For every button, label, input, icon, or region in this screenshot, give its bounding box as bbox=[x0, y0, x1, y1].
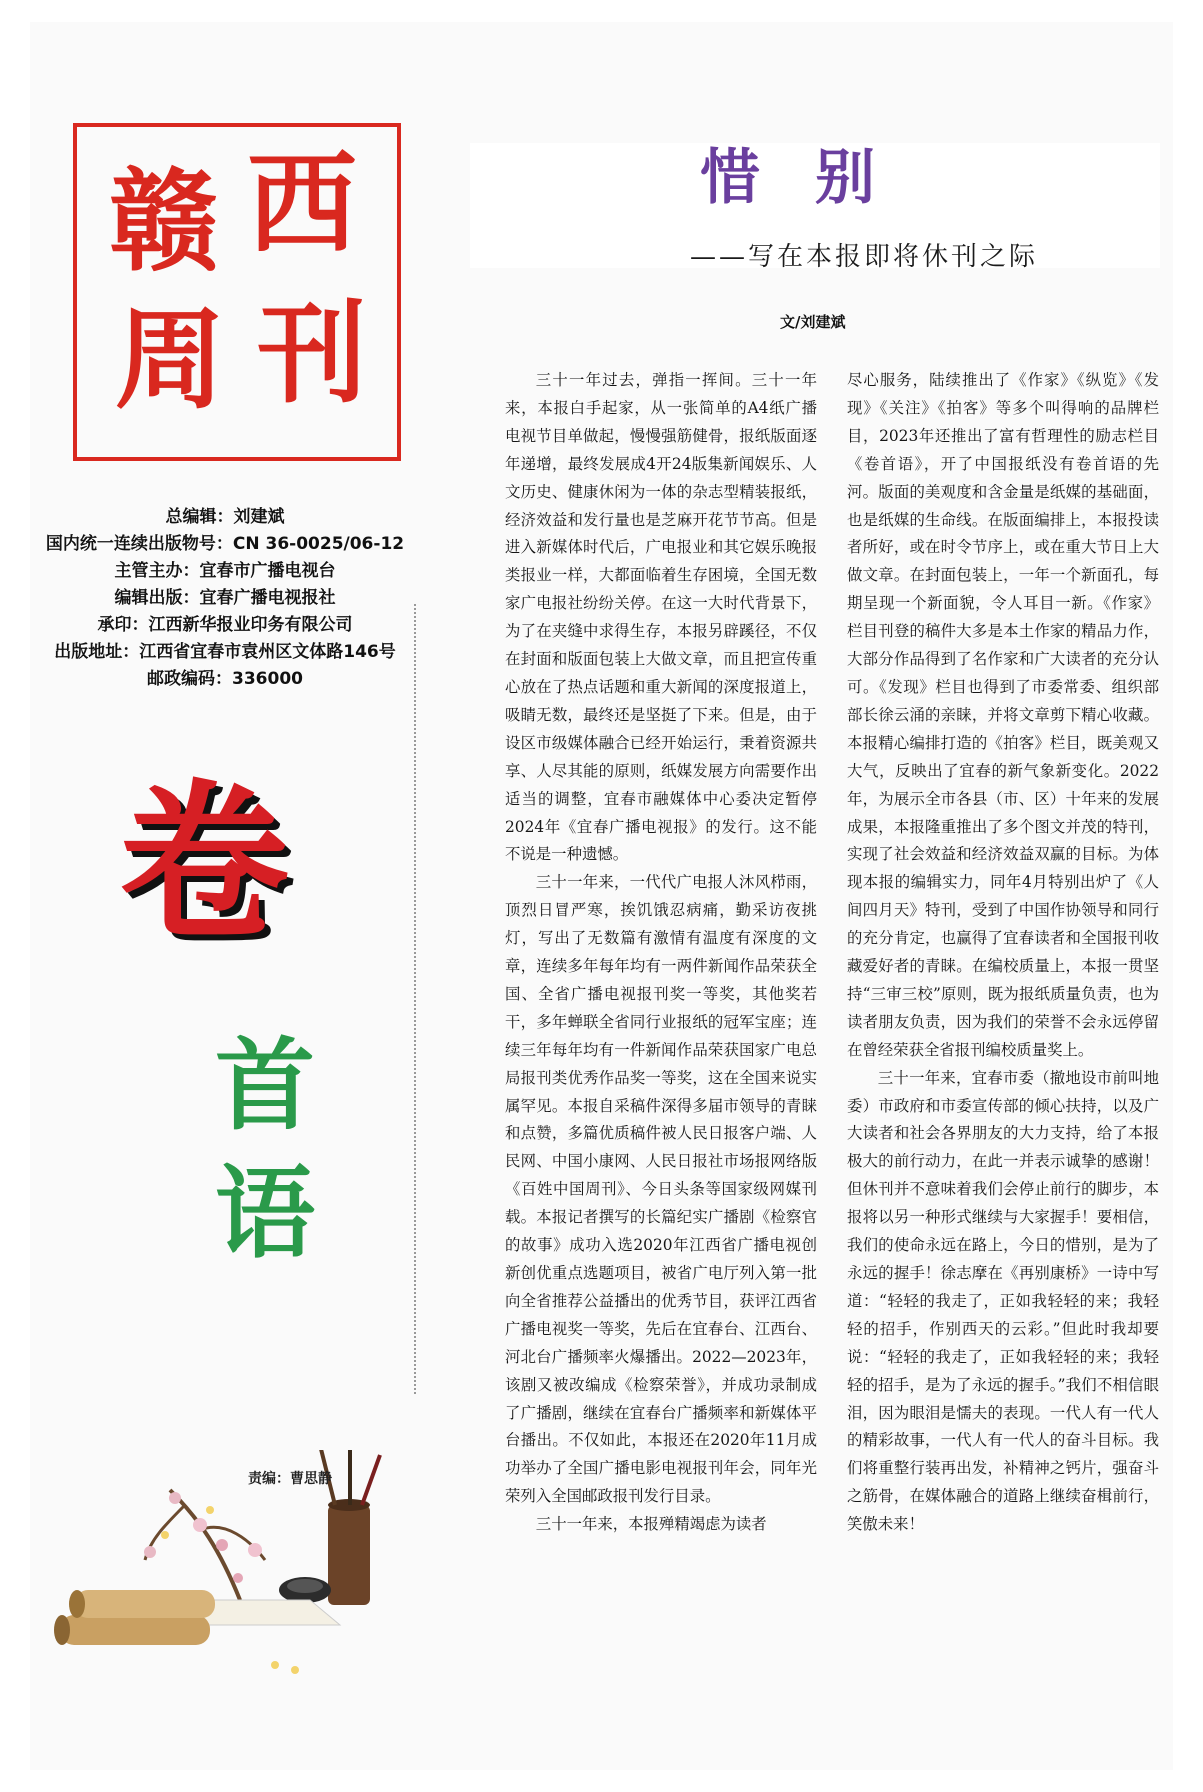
paragraph: 三十一年过去，弹指一挥间。三十一年来，本报白手起家，从一张简单的A4纸广播电视节目单做起，慢慢强筋健骨，报纸版面逐年递增，最终发展成4开24版集新闻娱乐、人文历史、健康休闲为一体的杂志型精装报纸，经济效益和发行量也是芝麻开花节节高。但是进入新媒体时代后，广电报业和其它娱乐晚报类报业一样，大都面临着生存困境，全国无数家广电报社纷纷关停。在这一大时代背景下，为了在夹缝中求得生存，本报另辟蹊径，不仅在封面和版面包装上大做文章，而且把宣传重心放在了热点话题和重大新闻的深度报道上，吸睛无数，最终还是坚挺了下来。但是，由于设区市级媒体融合已经开始运行，秉着资源共享、人尽其能的原则，纸媒发展方向需要作出适当的调整，宜春市融媒体中心委决定暂停2024年《宜春广播电视报》的发行。这不能不说是一种遗憾。 bbox=[505, 371, 817, 864]
credit-postcode: 邮政编码：336000 bbox=[147, 669, 303, 689]
column-name-shou: 首 bbox=[215, 1026, 315, 1144]
column-name-yu: 语 bbox=[215, 1154, 315, 1272]
scroll-and-brush-illustration bbox=[50, 1450, 430, 1680]
credit-sponsor: 主管主办：宜春市广播电视台 bbox=[114, 561, 336, 581]
paragraph: 尽心服务，陆续推出了《作家》《纵览》《发现》《关注》《拍客》等多个叫得响的品牌栏目，2023年还推出了富有哲理性的励志栏目《卷首语》，开了中国报纸没有卷首语的先河。版面的美观度和含金量是纸媒的基础面，也是纸媒的生命线。在版面编排上，本报投读者所好，或在时令节序上，或在重大节日上大做文章。在封面包装上，一年一个新面孔，每期呈现一个新面貌，令人耳目一新。《作家》栏目刊登的稿件大多是本土作家的精品力作，大部分作品得到了名作家和广大读者的充分认可。《发现》栏目也得到了市委常委、组织部部长徐云涌的亲睐，并将文章剪下精心收藏。本报精心编排打造的《拍客》栏目，既美观又大气，反映出了宜春的新气象新变化。2022年，为展示全市各县（市、区）十年来的发展成果，本报隆重推出了多个图文并茂的特刊，实现了社会效益和经济效益双赢的目标。为体现本报的编辑实力，同年4月特别出炉了《人间四月天》特刊，受到了中国作协领导和同行的充分肯定，也赢得了宜春读者和全国报刊收藏爱好者的青睐。在编校质量上，本报一贯坚持“三审三校”原则，既为报纸质量负责，也为读者朋友负责，因为我们的荣誉不会永远停留在曾经荣获全省报刊编校质量奖上。 bbox=[847, 371, 1159, 1059]
masthead-char-xi: 西 bbox=[247, 139, 357, 268]
masthead-char-gan: 赣 bbox=[109, 157, 219, 286]
credit-publisher: 编辑出版：宜春广播电视报社 bbox=[114, 588, 336, 608]
credit-address: 出版地址：江西省宜春市袁州区文体路146号 bbox=[54, 642, 396, 662]
article-title: 惜别 bbox=[700, 143, 930, 213]
masthead-logo bbox=[73, 123, 401, 461]
publication-credits bbox=[30, 504, 420, 693]
credit-chief-editor: 总编辑：刘建斌 bbox=[165, 507, 285, 527]
masthead-char-zhou: 周 bbox=[115, 295, 225, 424]
paragraph: 三十一年来，一代代广电报人沐风栉雨，顶烈日冒严寒，挨饥饿忍病痛，勤采访夜挑灯，写出了无数篇有激情有温度有深度的文章，连续多年每年均有一两件新闻作品荣获全国、全省广播电视报刊奖一等奖，其他奖若干，多年蝉联全省同行业报纸的冠军宝座；连续三年每年均有一件新闻作品荣获国家广电总局报刊类优秀作品奖一等奖，这在全国来说实属罕见。本报自采稿件深得多届市领导的青睐和点赞，多篇优质稿件被人民日报客户端、人民网、中国小康网、人民日报社市场报网络版《百姓中国周刊》、今日头条等国家级网媒刊载。本报记者撰写的长篇纪实广播剧《检察官的故事》成功入选2020年江西省广播电视创新创优重点选题项目，被省广电厅列入第一批向全省推荐公益播出的优秀节目，获评江西省广播电视奖一等奖，先后在宜春台、江西台、河北台广播频率火爆播出。2022—2023年，该剧又被改编成《检察荣誉》，并成功录制成了广播剧，继续在宜春台广播频率和新媒体平台播出。不仅如此，本报还在2020年11月成功举办了全国广播电影电视报刊年会，同年光荣列入全国邮政报刊发行目录。 bbox=[505, 873, 817, 1506]
masthead-char-kan: 刊 bbox=[257, 289, 367, 418]
paragraph: 三十一年来，本报殚精竭虑为读者 bbox=[535, 1515, 767, 1534]
article-column-2 bbox=[847, 367, 1159, 1710]
column-divider bbox=[414, 604, 416, 1394]
article-subtitle: ——写在本报即将休刊之际 bbox=[690, 242, 1039, 272]
paragraph: 三十一年来，宜春市委（撤地设市前叫地委）市政府和市委宣传部的倾心扶持，以及广大读者和社会各界朋友的大力支持，给了本报极大的前行动力，在此一并表示诚挚的感谢！但休刊并不意味着我们会停止前行的脚步，本报将以另一种形式继续与大家握手！要相信，我们的使命永远在路上，今日的惜别，是为了永远的握手！徐志摩在《再别康桥》一诗中写道：“轻轻的我走了，正如我轻轻的来；我轻轻的招手，作别西天的云彩。”但此时我却要说：“轻轻的我走了，正如我轻轻的来；我轻轻的招手，是为了永远的握手。”我们不相信眼泪，因为眼泪是懦夫的表现。一代人有一代人的精彩故事，一代人有一代人的奋斗目标。我们将重整行装再出发，补精神之钙片，强奋斗之筋骨，在媒体融合的道路上继续奋楫前行，笑傲未来！ bbox=[847, 1068, 1159, 1534]
article-byline: 文/刘建斌 bbox=[780, 313, 846, 331]
column-name-juan: 卷 bbox=[118, 763, 289, 963]
responsible-editor: 责编：曹思静 bbox=[248, 1471, 332, 1487]
article-column-1 bbox=[505, 367, 817, 1710]
credit-serial-number: 国内统一连续出版物号：CN 36-0025/06-12 bbox=[45, 534, 405, 554]
credit-printer: 承印：江西新华报业印务有限公司 bbox=[97, 615, 353, 635]
